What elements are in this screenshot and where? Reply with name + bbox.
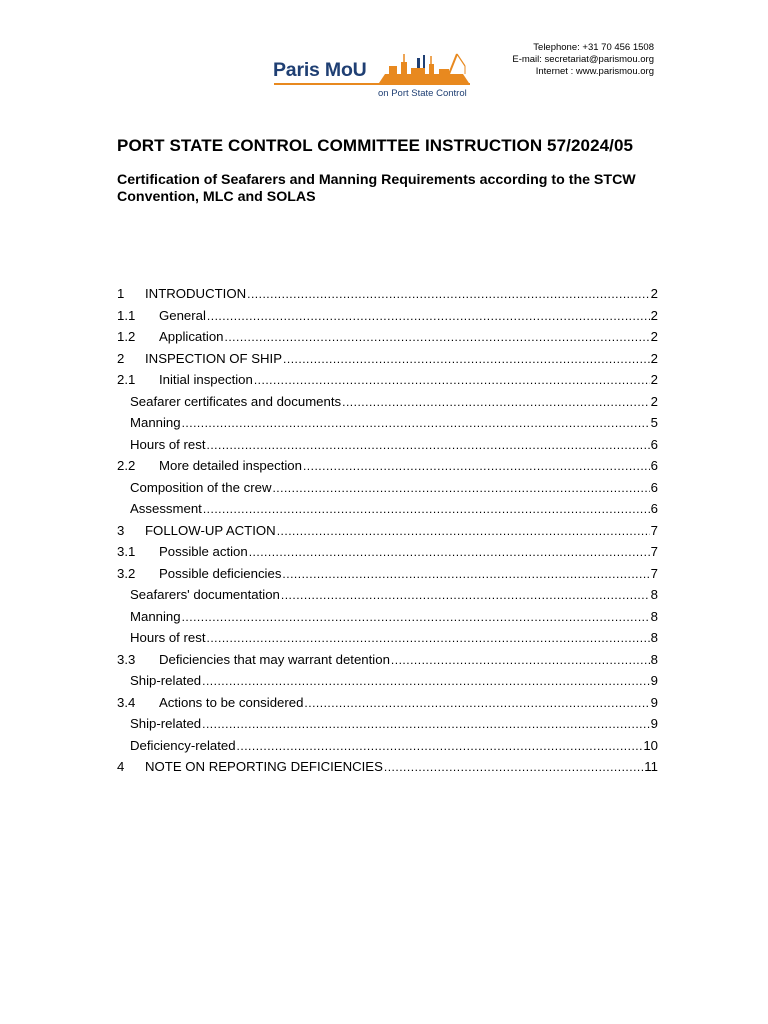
toc-entry-page: 9: [650, 673, 658, 688]
toc-entry-label: Manning: [130, 608, 181, 624]
toc-entry-label: Seafarer certificates and documents: [130, 393, 342, 409]
toc-leader-dots: [207, 438, 650, 452]
toc-entry-page: 2: [650, 393, 658, 409]
toc-entry-page: 7: [650, 565, 658, 581]
toc-entry[interactable]: [117, 458, 658, 480]
toc-leader-dots: [304, 696, 649, 710]
toc-entry-label: NOTE ON REPORTING DEFICIENCIES: [145, 759, 383, 774]
toc-entry[interactable]: [117, 351, 658, 373]
toc-entry-label: More detailed inspection: [159, 458, 302, 473]
toc-entry-number: 1.2: [117, 329, 136, 344]
toc-entry-number: 1: [117, 286, 125, 301]
toc-entry-number: 3.2: [117, 565, 136, 581]
toc-entry-label: Ship-related: [130, 716, 202, 731]
toc-leader-dots: [237, 739, 643, 753]
toc-entry-page: 11: [644, 759, 658, 774]
toc-leader-dots: [272, 481, 649, 495]
toc-entry[interactable]: [117, 523, 658, 545]
toc-entry-label: Initial inspection: [159, 372, 253, 387]
toc-entry[interactable]: [117, 308, 658, 330]
toc-entry-page: 2: [650, 350, 658, 366]
toc-entry[interactable]: [117, 372, 658, 394]
toc-entry-number: 1.1: [117, 307, 136, 323]
toc-entry[interactable]: [117, 415, 658, 437]
toc-leader-dots: [203, 502, 650, 516]
toc-entry-label: Possible deficiencies: [159, 565, 282, 581]
toc-entry-number: 3.4: [117, 694, 136, 710]
toc-entry-label: Ship-related: [130, 673, 202, 688]
toc-entry-page: 6: [650, 479, 658, 495]
toc-leader-dots: [342, 395, 650, 409]
toc-entry-page: 2: [650, 307, 658, 323]
toc-entry-label: Composition of the crew: [130, 479, 272, 495]
toc-entry-page: 9: [650, 694, 658, 710]
toc-leader-dots: [207, 309, 650, 323]
toc-entry-number: 2.2: [117, 458, 136, 473]
toc-entry[interactable]: [117, 652, 658, 674]
toc-entry[interactable]: [117, 501, 658, 523]
toc-leader-dots: [283, 352, 650, 366]
toc-leader-dots: [281, 588, 650, 602]
toc-entry[interactable]: [117, 738, 658, 760]
toc-entry[interactable]: [117, 480, 658, 502]
toc-entry-page: 6: [650, 458, 658, 473]
toc-leader-dots: [277, 524, 650, 538]
toc-entry-number: 4: [117, 759, 125, 774]
toc-entry-label: INSPECTION OF SHIP: [145, 350, 283, 366]
toc-leader-dots: [225, 330, 650, 344]
toc-entry[interactable]: [117, 695, 658, 717]
contact-internet: Internet : www.parismou.org: [535, 66, 654, 77]
toc-entry[interactable]: [117, 544, 658, 566]
toc-entry[interactable]: [117, 759, 658, 781]
toc-entry-page: 6: [650, 436, 658, 452]
toc-entry-label: INTRODUCTION: [145, 286, 247, 301]
toc-entry-page: 8: [650, 608, 658, 624]
toc-entry-label: Deficiency-related: [130, 737, 236, 753]
toc-leader-dots: [282, 567, 649, 581]
toc-entry-page: 8: [650, 630, 658, 645]
toc-entry-number: 3.1: [117, 544, 136, 559]
toc-entry-label: Manning: [130, 415, 181, 430]
toc-leader-dots: [247, 287, 650, 301]
toc-entry-label: Deficiencies that may warrant detention: [159, 651, 390, 667]
toc-leader-dots: [303, 459, 650, 473]
toc-leader-dots: [202, 717, 650, 731]
toc-entry[interactable]: [117, 566, 658, 588]
toc-entry-label: Hours of rest: [130, 436, 206, 452]
toc-entry[interactable]: [117, 673, 658, 695]
toc-entry[interactable]: [117, 716, 658, 738]
toc-leader-dots: [249, 545, 650, 559]
toc-entry-page: 10: [643, 737, 658, 753]
toc-leader-dots: [182, 416, 650, 430]
toc-leader-dots: [207, 631, 650, 645]
toc-entry[interactable]: [117, 587, 658, 609]
toc-entry-page: 2: [650, 286, 658, 301]
toc-entry-label: FOLLOW-UP ACTION: [145, 522, 276, 538]
toc-entry-label: Possible action: [159, 544, 248, 559]
toc-entry-page: 2: [650, 329, 658, 344]
toc-entry[interactable]: [117, 437, 658, 459]
toc-entry-page: 8: [650, 651, 658, 667]
toc-entry-label: General: [159, 307, 206, 323]
logo-tagline: on Port State Control: [378, 88, 467, 99]
toc-entry-number: 3.3: [117, 651, 136, 667]
toc-leader-dots: [391, 653, 650, 667]
toc-entry-page: 7: [650, 522, 658, 538]
toc-entry[interactable]: [117, 329, 658, 351]
toc-entry[interactable]: [117, 630, 658, 652]
toc-entry-number: 2: [117, 350, 125, 366]
table-of-contents: [117, 286, 658, 781]
toc-entry[interactable]: [117, 394, 658, 416]
toc-entry[interactable]: [117, 286, 658, 308]
toc-entry-page: 6: [650, 501, 658, 516]
toc-entry-page: 8: [650, 587, 658, 602]
toc-entry[interactable]: [117, 609, 658, 631]
toc-entry-label: Hours of rest: [130, 630, 206, 645]
toc-leader-dots: [384, 760, 643, 774]
toc-entry-page: 7: [650, 544, 658, 559]
toc-entry-page: 5: [650, 415, 658, 430]
toc-entry-page: 9: [650, 716, 658, 731]
toc-entry-label: Application: [159, 329, 224, 344]
paris-mou-logo: [272, 50, 472, 102]
logo-underline: [274, 83, 470, 85]
toc-leader-dots: [254, 373, 650, 387]
toc-entry-label: Actions to be considered: [159, 694, 304, 710]
ship-crane-icon: [377, 52, 471, 84]
toc-entry-page: 2: [650, 372, 658, 387]
toc-leader-dots: [202, 674, 650, 688]
toc-entry-number: 3: [117, 522, 125, 538]
contact-block: [512, 42, 654, 78]
toc-entry-label: Seafarers' documentation: [130, 587, 280, 602]
toc-entry-number: 2.1: [117, 372, 136, 387]
logo-name: Paris MoU: [273, 59, 367, 81]
contact-telephone: Telephone: +31 70 456 1508: [533, 42, 654, 53]
document-subtitle: Certification of Seafarers and Manning Requirements according to the STCW Convention, MLC and SOLAS: [117, 172, 636, 205]
document-title: PORT STATE CONTROL COMMITTEE INSTRUCTION 57/2024/05: [117, 136, 634, 155]
toc-entry-label: Assessment: [130, 501, 202, 516]
toc-leader-dots: [182, 610, 650, 624]
contact-email: E-mail: secretariat@parismou.org: [512, 54, 654, 65]
